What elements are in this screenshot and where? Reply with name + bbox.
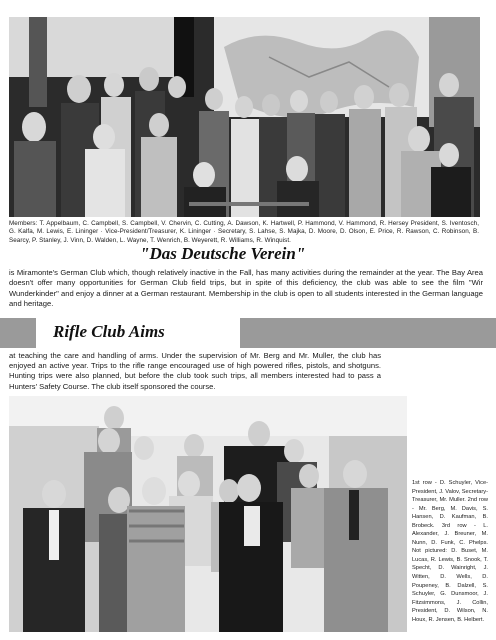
german-club-title: "Das Deutsche Verein" <box>140 244 306 263</box>
rifle-club-photo <box>9 396 407 632</box>
rifle-club-right-bar <box>240 318 496 348</box>
german-club-body: is Miramonte's German Club which, though relatively inactive in the Fall, has many activities during the remainder at the year. The Bay Area doesn't offer many opportunities for German Club field trips, but in spite of this deficiency, the club was able to see the film "Wir Wunderkinder" and enjoy a dinner at a German restaurant. Membership in the club is open to all students interested in the German language and heritage. <box>9 268 483 309</box>
german-club-photo-caption: Members: T. Appelbaum, C. Campbell, S. Campbell, V. Chervin, C. Cutting, A. Dawson, K. Hartwell, P. Hammond, V. Hammond, R. Hersey President, S. Iventosch, G. Kalfa, M. Lewis, E. Lininger · Vice-President/Treasurer, K. Lininger · Secretary, S. Lahse, S. Majka, D. Moore, D. Olson, E. Price, R. Rawson, C. Robinson, B. Searcy, P. Stanley, J. Vinn, D. Walden, L. Wayne, T. Wenrich, B. Weyerett, R. Williams, R. Winquist. <box>9 220 479 244</box>
rifle-club-left-bar <box>0 318 36 348</box>
rifle-club-photo-caption: 1st row - D. Schuyler, Vice-President, J. Valov, Secretary-Treasurer, Mr. Muller. 2nd row - Mr. Berg, M. Davis, S. Hansen, D. Kaufman, B. Brobeck. 3rd row - L. Alexander, J. Breuner, M. Nunn, D. Funk, C. Phelps. Not pictured: D. Buset, M. Lucas, R. Lewis, B. Snook, T. Specht, D. Wainright, J. Witten, D. Wells, D. Poupeney, B. Dalzell, S. Schuyler, G. Dunsmoor, J. Fitzsimmons, J. Collin, President, D. Wilson, N. Houx, R. Jensen, B. Helbert. <box>412 480 488 623</box>
rifle-club-body: at teaching the care and handling of arms. Under the supervision of Mr. Berg and Mr. Muller, the club has enjoyed an active year. Trips to the rifle range encouraged use of high powered rifles, pistols, and shotguns. Hunting trips were also planned, but before the club took such trips, all members interested had to pass a Hunters' Safety Course. The club itself sponsored the course. <box>9 351 381 391</box>
german-club-photo <box>9 17 480 217</box>
rifle-club-title: Rifle Club Aims <box>53 322 165 341</box>
